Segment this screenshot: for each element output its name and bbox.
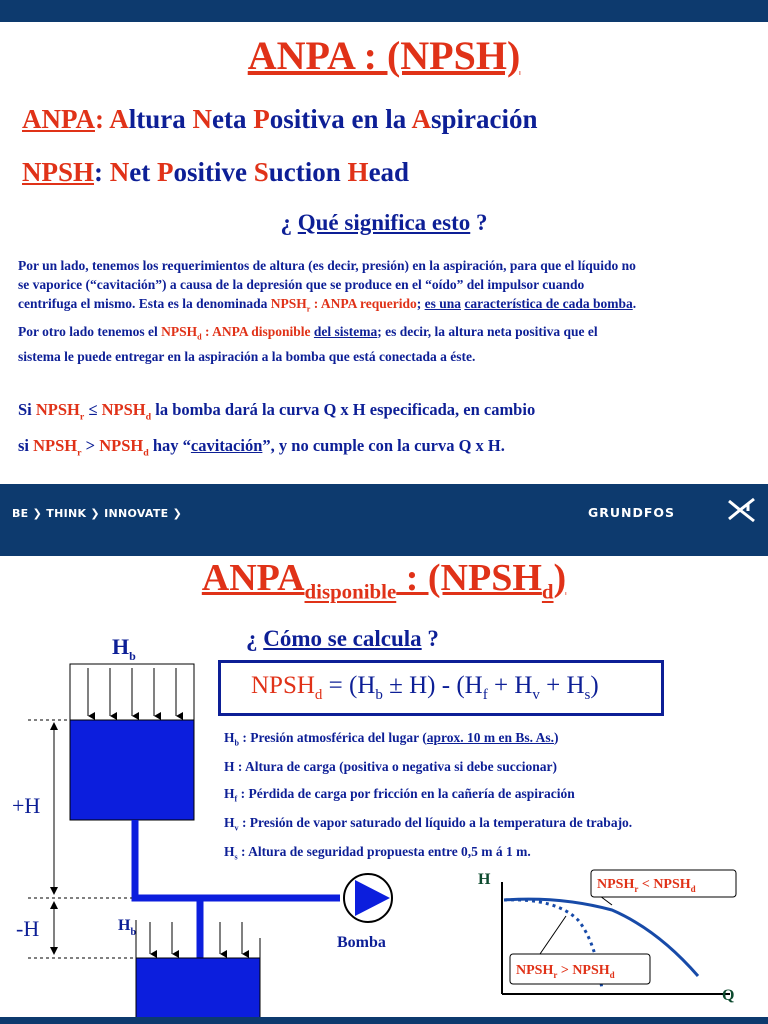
para-line: [18, 294, 753, 319]
initial: A: [109, 104, 129, 134]
sub: d: [314, 687, 323, 703]
text: centrifuga el mismo. Esta es la denominada: [18, 296, 271, 311]
hb-top-label: $H_b$: [112, 634, 136, 663]
text: NPSH: [101, 400, 146, 419]
upper-tank-water: [70, 720, 194, 820]
sub: d: [197, 332, 202, 342]
question-1: [0, 210, 768, 236]
tagline: BE ❯ THINK ❯ INNOVATE ❯: [12, 507, 183, 520]
hb-bottom-label: $H_b$: [118, 917, 137, 938]
slide-2-title: [0, 556, 768, 605]
npshd: [99, 436, 149, 459]
condition-1: [18, 400, 535, 422]
grundfos-logo: [588, 505, 675, 520]
text: : ANPA requerido: [310, 296, 417, 311]
text: ± H) - (H: [382, 672, 483, 699]
text: NPSH: [35, 400, 80, 419]
word: uction: [268, 157, 348, 187]
sub: v: [234, 823, 239, 833]
text: aprox. 10 m en Bs. As.: [426, 730, 555, 745]
npshr: [35, 400, 85, 423]
text: cavitación: [190, 436, 263, 455]
text: NPSH: [270, 296, 307, 311]
initial: P: [253, 104, 270, 134]
slide-1: [0, 0, 768, 484]
sub: v: [532, 687, 540, 703]
text: ): [590, 672, 599, 699]
word: spiración: [431, 104, 538, 134]
text: : Pérdida de carga por fricción en la cañería de aspiración: [237, 786, 575, 801]
lower-tank-water: [136, 958, 260, 1024]
npshd: [101, 400, 152, 423]
para-line: se vaporice (“cavitación”) a causa de la depresión que se produce en el “oído” del impulsor cuando: [18, 277, 585, 292]
npsh-chart: [478, 870, 736, 1004]
sub: d: [143, 447, 149, 459]
text: : Altura de seguridad propuesta entre 0,5 m á 1 m.: [237, 844, 531, 859]
condition-2: [18, 436, 505, 458]
text: + H: [539, 672, 585, 699]
npshd: [161, 324, 311, 342]
q-pre: ¿: [280, 210, 298, 235]
text: : Altura de carga (positiva o negativa si debe succionar): [234, 759, 557, 774]
definition-npsh: [22, 157, 409, 188]
sep: :: [94, 157, 110, 187]
minus-h-label: -H: [16, 916, 40, 941]
sub: r: [306, 304, 311, 314]
sub: b: [234, 738, 240, 748]
logo-text: GRUNDFOS: [588, 505, 676, 520]
initial: P: [157, 157, 174, 187]
para-line: [18, 322, 753, 347]
word: ositiva en la: [269, 104, 412, 134]
term-npsh: NPSH: [22, 157, 95, 187]
word: ltura: [128, 104, 193, 134]
text: es una: [424, 296, 461, 311]
sub: r: [77, 447, 82, 459]
sub: b: [375, 687, 383, 703]
sym: H: [224, 844, 235, 859]
text: ;: [416, 296, 425, 311]
q-post: ?: [470, 210, 488, 235]
text: Si: [18, 400, 36, 419]
word: et: [129, 157, 157, 187]
sym: H: [224, 759, 235, 774]
sep: :: [94, 104, 110, 134]
slide-1-title: ANPA : (NPSH): [247, 33, 521, 78]
q-text: Cómo se calcula: [263, 626, 422, 651]
pump-label: Bomba: [337, 934, 386, 951]
sub: d: [541, 579, 554, 604]
paragraph-1: [18, 256, 753, 319]
sym: H: [224, 786, 235, 801]
para-line: Por un lado, tenemos los requerimientos de altura (es decir, presión) en la aspiración, para que el líquido no: [18, 258, 636, 273]
label-2-text: $NPSH_r$ > $NPSH_d$: [516, 963, 615, 980]
plus-h-label: +H: [12, 793, 41, 818]
label-1-text: $NPSH_r$ < $NPSH_d$: [597, 877, 696, 894]
text: = (H: [322, 672, 376, 699]
term-anpa: ANPA: [22, 104, 95, 134]
sub: f: [234, 794, 238, 804]
text: NPSH: [161, 324, 198, 339]
text: ): [554, 730, 559, 745]
text: ; es decir, la altura neta positiva que el: [377, 324, 598, 339]
sub: s: [584, 687, 591, 703]
text: ): [553, 557, 567, 599]
npshr: [33, 436, 82, 459]
sub: d: [145, 411, 152, 423]
initial: N: [192, 104, 212, 134]
q-pre: ¿: [246, 626, 264, 651]
text: ANPA: [201, 557, 305, 599]
text: NPSH: [99, 436, 144, 455]
chart-x-label: Q: [722, 987, 735, 1004]
q-text: Qué significa esto: [297, 210, 471, 235]
sub: f: [482, 687, 488, 703]
text: : ANPA disponible: [201, 324, 311, 339]
text: ”, y no cumple con la curva Q x H.: [262, 436, 505, 455]
word: eta: [212, 104, 254, 134]
sub: disponible: [304, 579, 397, 604]
sym: H: [224, 730, 235, 745]
text: : Presión de vapor saturado del líquido a la temperatura de trabajo.: [238, 815, 633, 830]
brand-band: [0, 484, 768, 556]
text: NPSH: [251, 672, 315, 699]
text: ≤: [84, 400, 102, 419]
sub: r: [79, 411, 85, 423]
word: ead: [368, 157, 410, 187]
text: .: [632, 296, 637, 311]
text: + H: [487, 672, 533, 699]
text: NPSH: [33, 436, 78, 455]
bottom-bar: [0, 1017, 768, 1024]
callout-2: [540, 916, 566, 954]
sub: s: [234, 852, 238, 862]
text: si: [18, 436, 34, 455]
text: : Presión atmosférica del lugar (: [239, 730, 427, 745]
sym: H: [224, 815, 235, 830]
initial: S: [253, 157, 269, 187]
initial: N: [109, 157, 130, 187]
chart-y-label: H: [478, 871, 491, 888]
text: >: [81, 436, 100, 455]
grundfos-logo-icon: [726, 497, 758, 523]
text: : (NPSH: [396, 557, 542, 599]
text: Por otro lado tenemos el: [18, 324, 162, 339]
initial: H: [347, 157, 369, 187]
text: característica de cada bomba: [464, 296, 633, 311]
definition-anpa: [22, 104, 538, 135]
paragraph-2: [18, 322, 753, 366]
npshr: [270, 296, 417, 314]
text: la bomba dará la curva Q x H especificada, en cambio: [151, 400, 536, 419]
q-post: ?: [421, 626, 439, 651]
pressure-arrows-top: [70, 664, 194, 720]
para-line: sistema le puede entregar en la aspiración a la bomba que está conectada a éste.: [18, 348, 476, 364]
initial: A: [411, 104, 431, 134]
word: ositive: [173, 157, 254, 187]
text: hay “: [148, 436, 191, 455]
text: del sistema: [313, 324, 378, 339]
pump-diagram: [0, 620, 768, 1024]
